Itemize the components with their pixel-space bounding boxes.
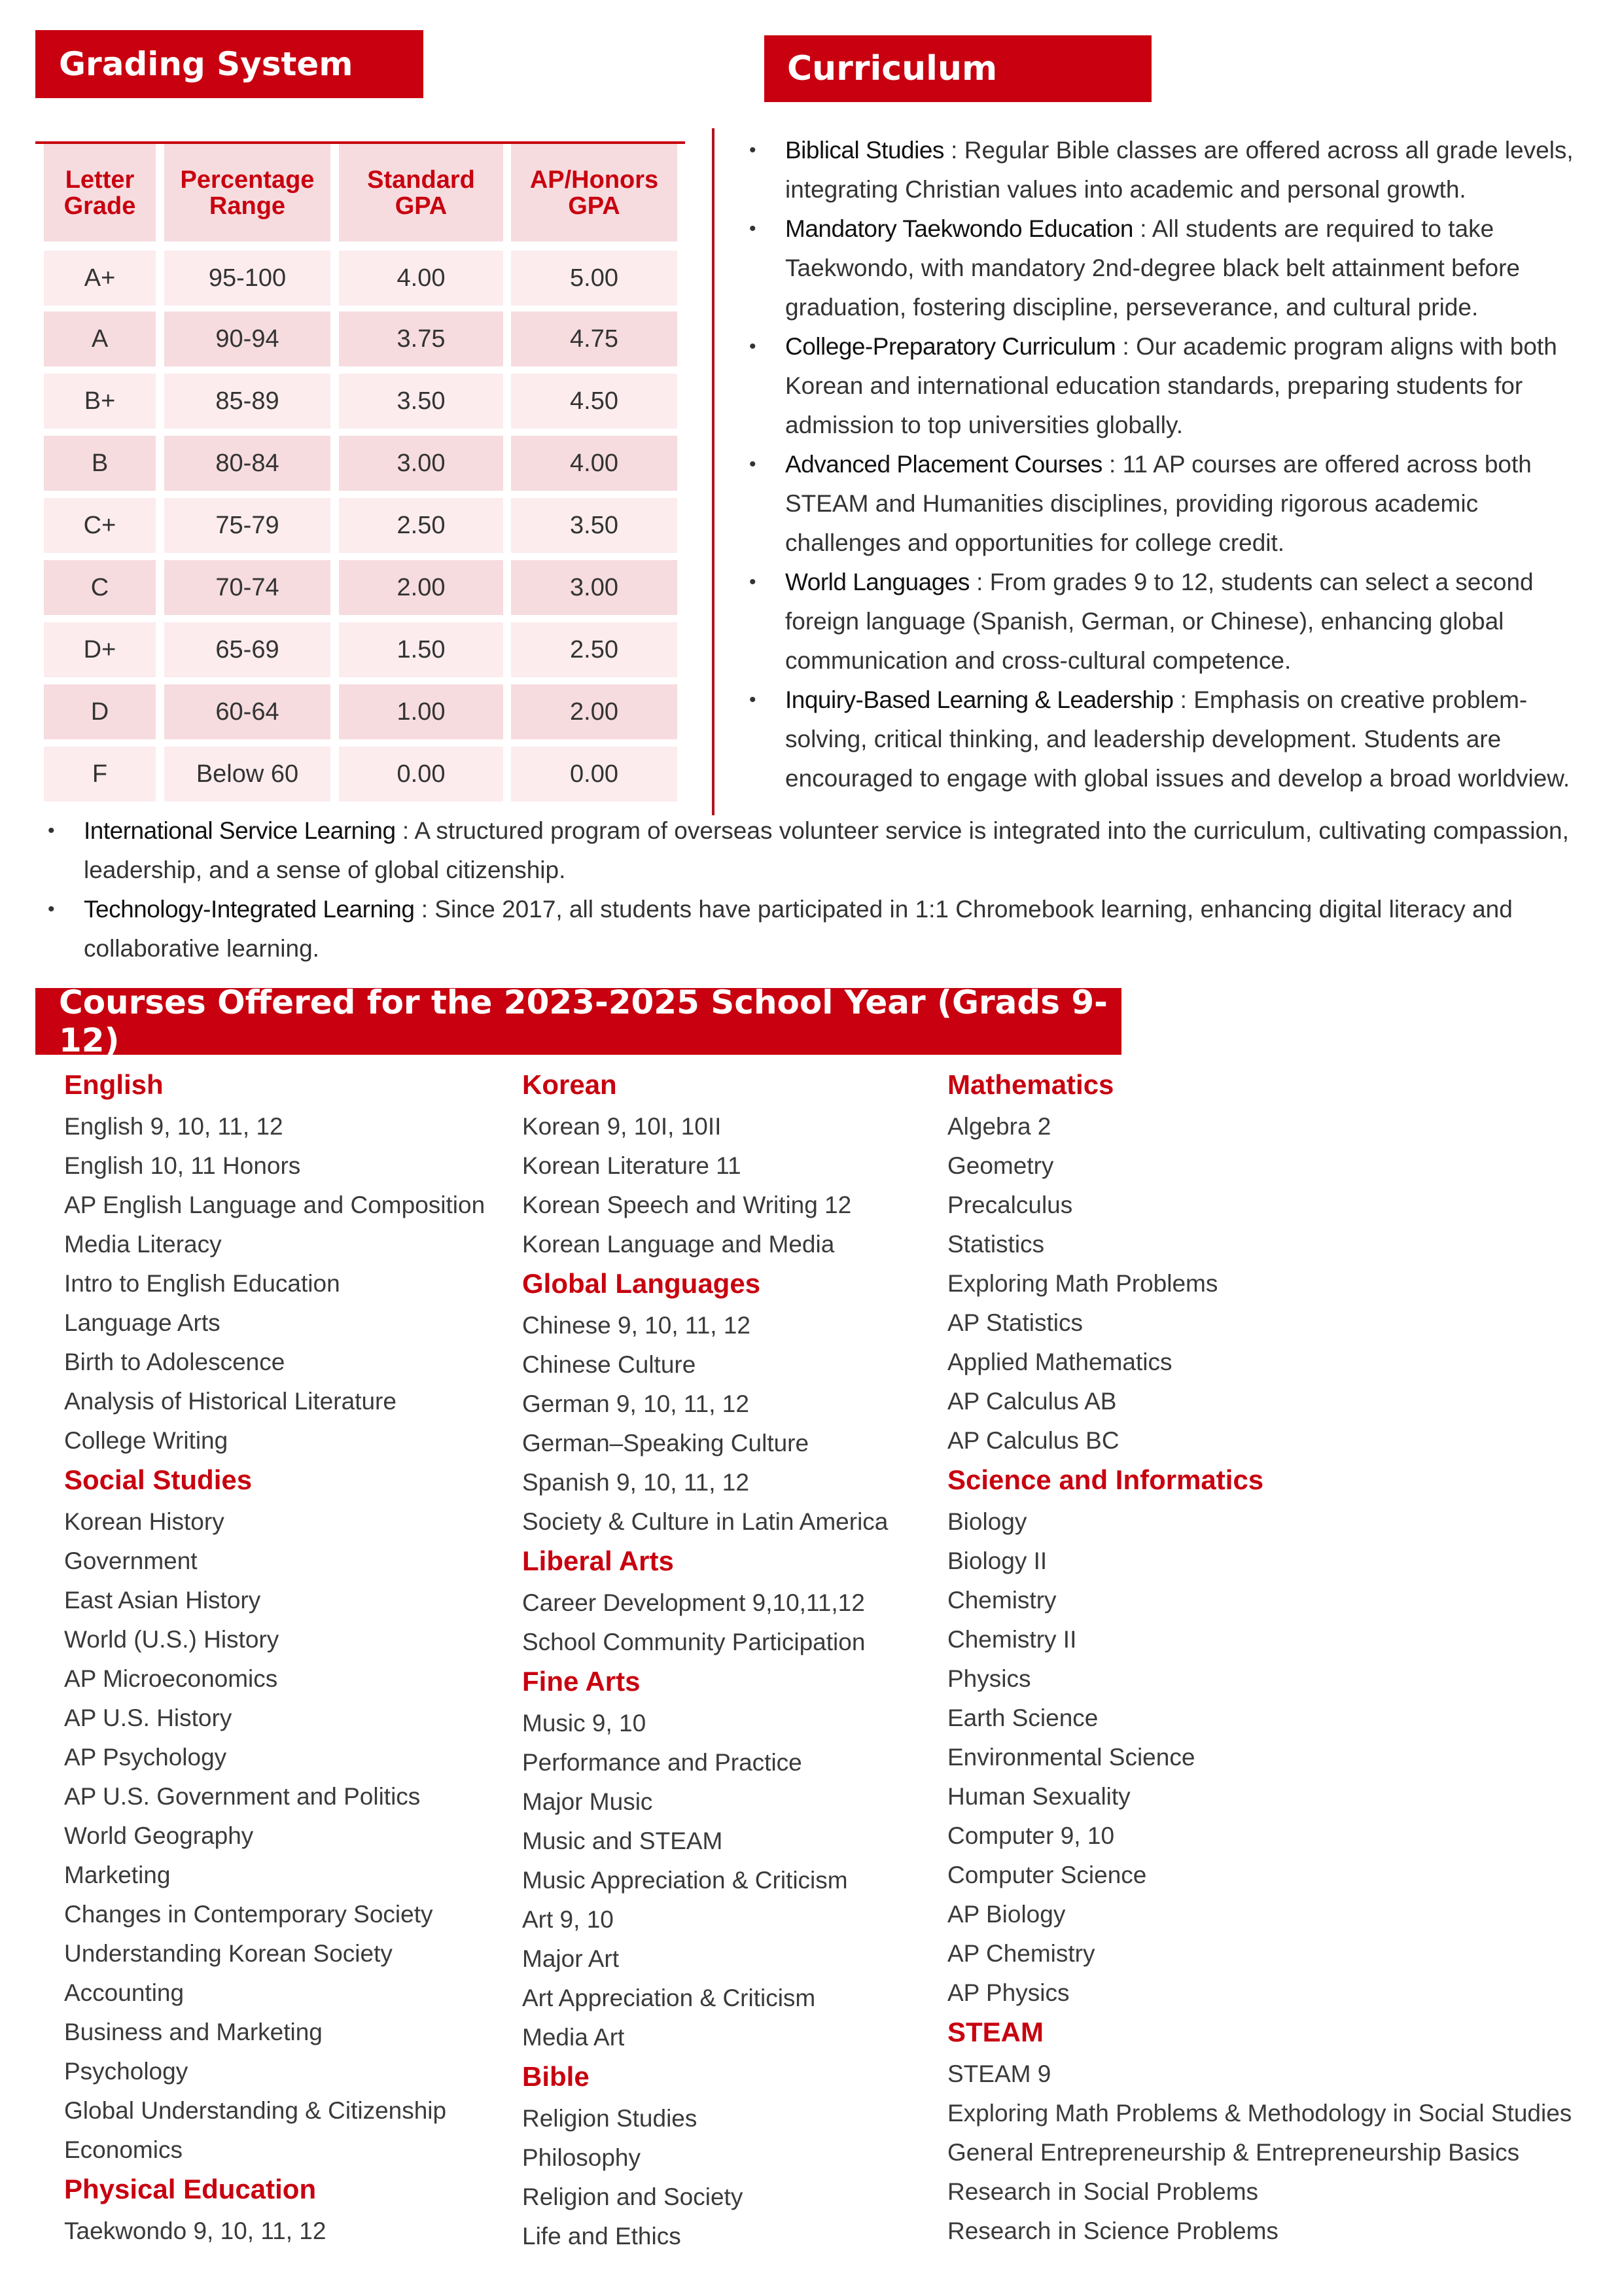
subject-heading: Korean	[522, 1069, 617, 1100]
ap-honors-gpa-header: AP/Honors GPA	[511, 144, 677, 241]
course-item: Society & Culture in Latin America	[522, 1508, 889, 1535]
subject-heading: Mathematics	[947, 1069, 1114, 1100]
course-item: Chemistry	[947, 1587, 1057, 1614]
standard-gpa-cell: 2.50	[339, 498, 503, 553]
curriculum-item	[749, 680, 1587, 798]
letter-grade-cell: B	[44, 436, 156, 491]
percentage-range-cell: 95-100	[164, 251, 330, 306]
standard-gpa-cell: 2.00	[339, 560, 503, 615]
letter-grade-cell: F	[44, 747, 156, 802]
course-item: Art Appreciation & Criticism	[522, 1985, 816, 2011]
curriculum-item-separator: :	[1116, 333, 1137, 360]
course-item: Exploring Math Problems & Methodology in Social Studies	[947, 2100, 1572, 2127]
bullet-icon: •	[749, 336, 756, 357]
course-item: Computer Science	[947, 1862, 1147, 1888]
course-item: Religion Studies	[522, 2105, 697, 2132]
standard-gpa-cell: 3.00	[339, 436, 503, 491]
course-item: Government	[64, 1547, 198, 1574]
curriculum-item-text: Emphasis on creative problem-solving, critical thinking, and leadership development. Students are encouraged to engage with global issues and develop a broad worldview.	[785, 686, 1570, 792]
course-item: STEAM 9	[947, 2060, 1051, 2087]
standard-gpa-cell: 1.50	[339, 622, 503, 677]
bullet-icon: •	[48, 898, 55, 920]
curriculum-item-separator: :	[1173, 686, 1194, 713]
course-item: AP U.S. Government and Politics	[64, 1783, 421, 1810]
letter-grade-cell: D+	[44, 622, 156, 677]
bullet-icon: •	[749, 689, 756, 711]
letter-grade-cell: A+	[44, 251, 156, 306]
curriculum-item-label: Technology-Integrated Learning	[84, 896, 415, 923]
curriculum-item-label: Inquiry-Based Learning & Leadership	[785, 686, 1174, 713]
course-item: Marketing	[64, 1862, 171, 1888]
subject-heading: Fine Arts	[522, 1666, 641, 1697]
bullet-icon: •	[749, 453, 756, 475]
percentage-range-cell: 60-64	[164, 684, 330, 739]
course-item: Applied Mathematics	[947, 1349, 1172, 1375]
curriculum-item-text: 11 AP courses are offered across both STEAM and Humanities disciplines, providing rigorous academic challenges and opportunities for college credit.	[785, 451, 1532, 556]
letter-grade-header: Letter Grade	[44, 144, 156, 241]
course-item: Major Music	[522, 1788, 653, 1815]
course-item: Music 9, 10	[522, 1710, 646, 1737]
course-item: Korean 9, 10I, 10II	[522, 1113, 722, 1140]
letter-grade-cell: C+	[44, 498, 156, 553]
curriculum-item	[749, 131, 1587, 209]
course-item: Research in Social Problems	[947, 2178, 1259, 2205]
percentage-range-cell: 85-89	[164, 374, 330, 429]
course-item: Taekwondo 9, 10, 11, 12	[64, 2217, 326, 2244]
course-item: Korean Speech and Writing 12	[522, 1192, 852, 1218]
ap-honors-gpa-cell: 3.50	[511, 498, 677, 553]
percentage-range-cell: 65-69	[164, 622, 330, 677]
course-item: AP English Language and Composition	[64, 1192, 485, 1218]
course-item: Religion and Society	[522, 2183, 743, 2210]
course-item: Biology II	[947, 1547, 1048, 1574]
course-item: Music and STEAM	[522, 1828, 723, 1854]
subject-heading: Science and Informatics	[947, 1464, 1264, 1495]
course-item: Life and Ethics	[522, 2223, 681, 2250]
course-item: Music Appreciation & Criticism	[522, 1867, 848, 1894]
subject-heading: Liberal Arts	[522, 1545, 674, 1576]
curriculum-item	[749, 445, 1587, 563]
course-item: AP Microeconomics	[64, 1665, 278, 1692]
course-item: Changes in Contemporary Society	[64, 1901, 433, 1928]
course-item: World (U.S.) History	[64, 1626, 279, 1653]
percentage-range-cell: 80-84	[164, 436, 330, 491]
course-item: Media Literacy	[64, 1231, 222, 1258]
course-item: Computer 9, 10	[947, 1822, 1115, 1849]
course-item: Earth Science	[947, 1704, 1099, 1731]
course-item: East Asian History	[64, 1587, 261, 1614]
ap-honors-gpa-cell: 0.00	[511, 747, 677, 802]
percentage-range-cell: 75-79	[164, 498, 330, 553]
course-item: AP Psychology	[64, 1744, 227, 1771]
course-item: AP Calculus AB	[947, 1388, 1117, 1415]
curriculum-item-text: All students are required to take Taekwondo, with mandatory 2nd-degree black belt attainment before graduation, fostering discipline, perseverance, and cultural pride.	[785, 215, 1521, 321]
course-item: Environmental Science	[947, 1744, 1195, 1771]
course-item: Media Art	[522, 2024, 625, 2051]
course-item: Language Arts	[64, 1309, 220, 1336]
course-item: German 9, 10, 11, 12	[522, 1390, 749, 1417]
course-item: AP Biology	[947, 1901, 1066, 1928]
course-item: Psychology	[64, 2058, 188, 2085]
course-item: Intro to English Education	[64, 1270, 340, 1297]
curriculum-item	[48, 890, 1576, 968]
curriculum-banner	[764, 35, 1152, 102]
courses-banner	[35, 983, 1121, 1059]
standard-gpa-cell: 1.00	[339, 684, 503, 739]
standard-gpa-cell: 0.00	[339, 747, 503, 802]
grading-system-title: Grading System	[59, 45, 353, 83]
course-item: Physics	[947, 1665, 1031, 1692]
course-item: Spanish 9, 10, 11, 12	[522, 1469, 749, 1496]
bullet-icon: •	[48, 820, 55, 841]
section-divider	[712, 128, 714, 815]
course-item: Korean Language and Media	[522, 1231, 835, 1258]
curriculum-item-separator: :	[1133, 215, 1152, 242]
standard-gpa-cell: 4.00	[339, 251, 503, 306]
standard-gpa-cell: 3.50	[339, 374, 503, 429]
course-item: Philosophy	[522, 2144, 641, 2171]
curriculum-item-label: World Languages	[785, 569, 970, 595]
ap-honors-gpa-cell: 4.50	[511, 374, 677, 429]
subject-heading: Physical Education	[64, 2174, 317, 2204]
letter-grade-cell: D	[44, 684, 156, 739]
course-item: College Writing	[64, 1427, 228, 1454]
subject-heading: English	[64, 1069, 164, 1100]
percentage-range-header: Percentage Range	[164, 144, 330, 241]
course-item: Accounting	[64, 1979, 185, 2006]
course-item: Understanding Korean Society	[64, 1940, 393, 1967]
percentage-range-cell: 70-74	[164, 560, 330, 615]
course-item: AP Calculus BC	[947, 1427, 1120, 1454]
curriculum-item-separator: :	[969, 569, 990, 595]
letter-grade-cell: B+	[44, 374, 156, 429]
curriculum-title: Curriculum	[787, 49, 998, 88]
course-item: English 9, 10, 11, 12	[64, 1113, 283, 1140]
course-item: AP Physics	[947, 1979, 1070, 2006]
course-item: Biology	[947, 1508, 1027, 1535]
course-item: Business and Marketing	[64, 2019, 323, 2045]
course-item: Chinese 9, 10, 11, 12	[522, 1312, 751, 1339]
course-item: AP Chemistry	[947, 1940, 1095, 1967]
curriculum-item	[48, 811, 1576, 890]
curriculum-item-label: International Service Learning	[84, 817, 396, 844]
course-item: Statistics	[947, 1231, 1045, 1258]
course-item: World Geography	[64, 1822, 254, 1849]
course-item: Performance and Practice	[522, 1749, 802, 1776]
curriculum-item-text: Regular Bible classes are offered across all grade levels, integrating Christian values into academic and personal growth.	[785, 137, 1574, 203]
ap-honors-gpa-cell: 3.00	[511, 560, 677, 615]
letter-grade-cell: C	[44, 560, 156, 615]
letter-grade-cell: A	[44, 311, 156, 366]
curriculum-item-label: Mandatory Taekwondo Education	[785, 215, 1133, 242]
subject-heading: Bible	[522, 2061, 590, 2092]
curriculum-item-text: From grades 9 to 12, students can select a second foreign language (Spanish, German, or Chinese), enhancing global communication and cross-cultural competence.	[785, 569, 1534, 674]
bullet-icon: •	[749, 571, 756, 593]
curriculum-item-separator: :	[943, 137, 964, 164]
curriculum-item-label: College-Preparatory Curriculum	[785, 333, 1116, 360]
course-item: School Community Participation	[522, 1629, 866, 1655]
course-item: Economics	[64, 2136, 183, 2163]
course-item: Career Development 9,10,11,12	[522, 1589, 865, 1616]
curriculum-item-text: Since 2017, all students have participated in 1:1 Chromebook learning, enhancing digital literacy and collaborative learning.	[84, 896, 1513, 962]
curriculum-item-text: Our academic program aligns with both Korean and international education standards, preparing students for admission to top universities globally.	[785, 333, 1557, 438]
course-item: Research in Science Problems	[947, 2217, 1278, 2244]
ap-honors-gpa-cell: 4.75	[511, 311, 677, 366]
courses-title: Courses Offered for the 2023-2025 School Year (Grads 9-12)	[59, 983, 1108, 1059]
curriculum-item-label: Advanced Placement Courses	[785, 451, 1102, 478]
curriculum-item-separator: :	[414, 896, 435, 923]
course-item: Analysis of Historical Literature	[64, 1388, 397, 1415]
course-item: Korean Literature 11	[522, 1152, 741, 1179]
subject-heading: Social Studies	[64, 1464, 253, 1495]
curriculum-item	[749, 563, 1587, 680]
course-item: Human Sexuality	[947, 1783, 1131, 1810]
percentage-range-cell: 90-94	[164, 311, 330, 366]
course-item: Art 9, 10	[522, 1906, 614, 1933]
course-item: Chinese Culture	[522, 1351, 696, 1378]
ap-honors-gpa-cell: 2.00	[511, 684, 677, 739]
course-item: Major Art	[522, 1945, 620, 1972]
ap-honors-gpa-cell: 4.00	[511, 436, 677, 491]
bullet-icon: •	[749, 218, 756, 239]
curriculum-item-label: Biblical Studies	[785, 137, 944, 164]
course-item: AP U.S. History	[64, 1704, 232, 1731]
course-item: Chemistry II	[947, 1626, 1077, 1653]
course-item: Geometry	[947, 1152, 1054, 1179]
curriculum-item-separator: :	[1102, 451, 1123, 478]
grading-system-banner	[35, 30, 423, 98]
curriculum-item-separator: :	[395, 817, 415, 844]
course-item: AP Statistics	[947, 1309, 1084, 1336]
course-item: Algebra 2	[947, 1113, 1051, 1140]
course-item: English 10, 11 Honors	[64, 1152, 301, 1179]
course-item: Birth to Adolescence	[64, 1349, 285, 1375]
course-item: Global Understanding & Citizenship	[64, 2097, 447, 2124]
standard-gpa-cell: 3.75	[339, 311, 503, 366]
subject-heading: STEAM	[947, 2017, 1044, 2047]
standard-gpa-header: Standard GPA	[339, 144, 503, 241]
ap-honors-gpa-cell: 5.00	[511, 251, 677, 306]
bullet-icon: •	[749, 139, 756, 161]
curriculum-item-text: A structured program of overseas volunteer service is integrated into the curriculum, cultivating compassion, leadership, and a sense of global citizenship.	[84, 817, 1569, 883]
course-item: Korean History	[64, 1508, 224, 1535]
curriculum-item	[749, 209, 1587, 327]
percentage-range-cell: Below 60	[164, 747, 330, 802]
ap-honors-gpa-cell: 2.50	[511, 622, 677, 677]
course-item: Precalculus	[947, 1192, 1073, 1218]
course-item: German–Speaking Culture	[522, 1430, 809, 1457]
course-item: Exploring Math Problems	[947, 1270, 1218, 1297]
curriculum-item	[749, 327, 1587, 445]
course-item: General Entrepreneurship & Entrepreneurship Basics	[947, 2139, 1520, 2166]
subject-heading: Global Languages	[522, 1268, 761, 1299]
